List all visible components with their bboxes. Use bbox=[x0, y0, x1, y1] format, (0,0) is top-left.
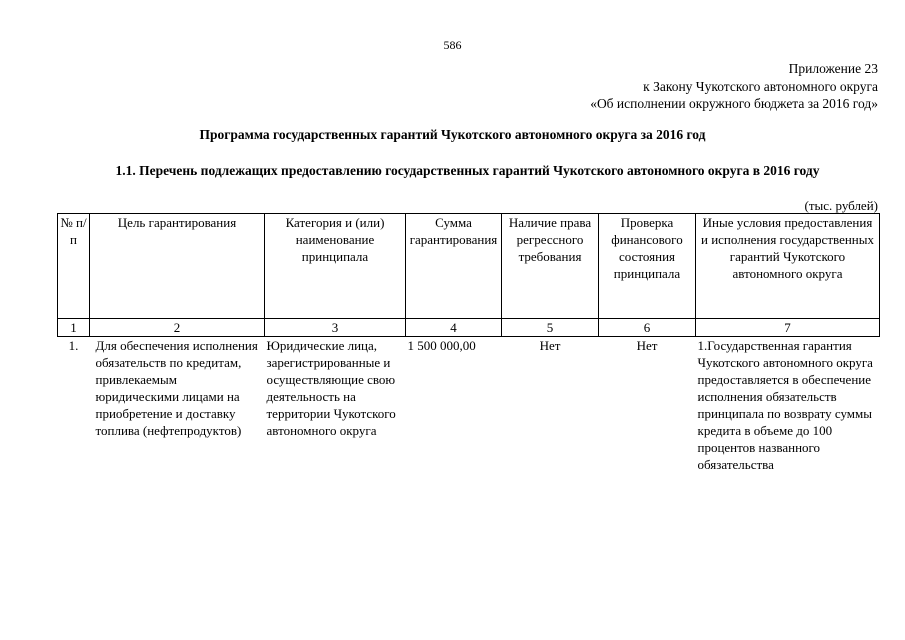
section-subtitle: 1.1. Перечень подлежащих предоставлению государственных гарантий Чукотского автономного округа в 2016 году bbox=[115, 163, 820, 178]
header-regress: Наличие права регрессного требования bbox=[502, 214, 599, 319]
column-number: 1 bbox=[58, 319, 90, 337]
appendix-line-2: к Закону Чукотского автономного округа bbox=[643, 78, 878, 94]
header-principal: Категория и (или) наименование принципала bbox=[265, 214, 406, 319]
guarantees-table bbox=[57, 213, 880, 473]
column-number: 4 bbox=[406, 319, 502, 337]
table-header-row bbox=[58, 214, 880, 319]
header-amount: Сумма гарантирования bbox=[406, 214, 502, 319]
column-number-row bbox=[58, 319, 880, 337]
header-num: № п/п bbox=[58, 214, 90, 319]
row-amount: 1 500 000,00 bbox=[407, 338, 476, 353]
header-purpose: Цель гарантирования bbox=[90, 214, 265, 319]
document-title: Программа государственных гарантий Чукотского автономного округа за 2016 год bbox=[199, 127, 706, 142]
appendix-line-3: «Об исполнении окружного бюджета за 2016 год» bbox=[590, 96, 878, 111]
column-number: 5 bbox=[502, 319, 599, 337]
page-number: 586 bbox=[443, 38, 462, 52]
header-check: Проверка финансового состояния принципала bbox=[599, 214, 696, 319]
column-number: 2 bbox=[90, 319, 265, 337]
header-conditions: Иные условия предоставления и исполнения государственных гарантий Чукотского автономного округа bbox=[696, 214, 880, 319]
row-purpose: Для обеспечения исполнения обязательств по кредитам, привлекаемым юридическими лицами на приобретение и доставку топлива (нефтепродуктов) bbox=[95, 338, 258, 438]
column-number: 7 bbox=[696, 319, 880, 337]
column-number: 6 bbox=[599, 319, 696, 337]
row-check: Нет bbox=[636, 338, 658, 353]
column-number: 3 bbox=[265, 319, 406, 337]
row-principal: Юридические лица, зарегистрированные и осуществляющие свою деятельность на территории Чукотского автономного округа bbox=[266, 338, 396, 438]
appendix-heading bbox=[590, 60, 878, 113]
units-label: (тыс. рублей) bbox=[804, 198, 878, 213]
appendix-line-1: Приложение 23 bbox=[788, 61, 878, 76]
row-regress: Нет bbox=[539, 338, 561, 353]
row-num: 1. bbox=[68, 338, 79, 353]
row-conditions: 1.Государственная гарантия Чукотского автономного округа предоставляется в обеспечение исполнения обязательств принципала по возврату суммы кредита в объеме до 100 процентов названного обязательства bbox=[697, 338, 873, 472]
table-row bbox=[58, 337, 880, 474]
